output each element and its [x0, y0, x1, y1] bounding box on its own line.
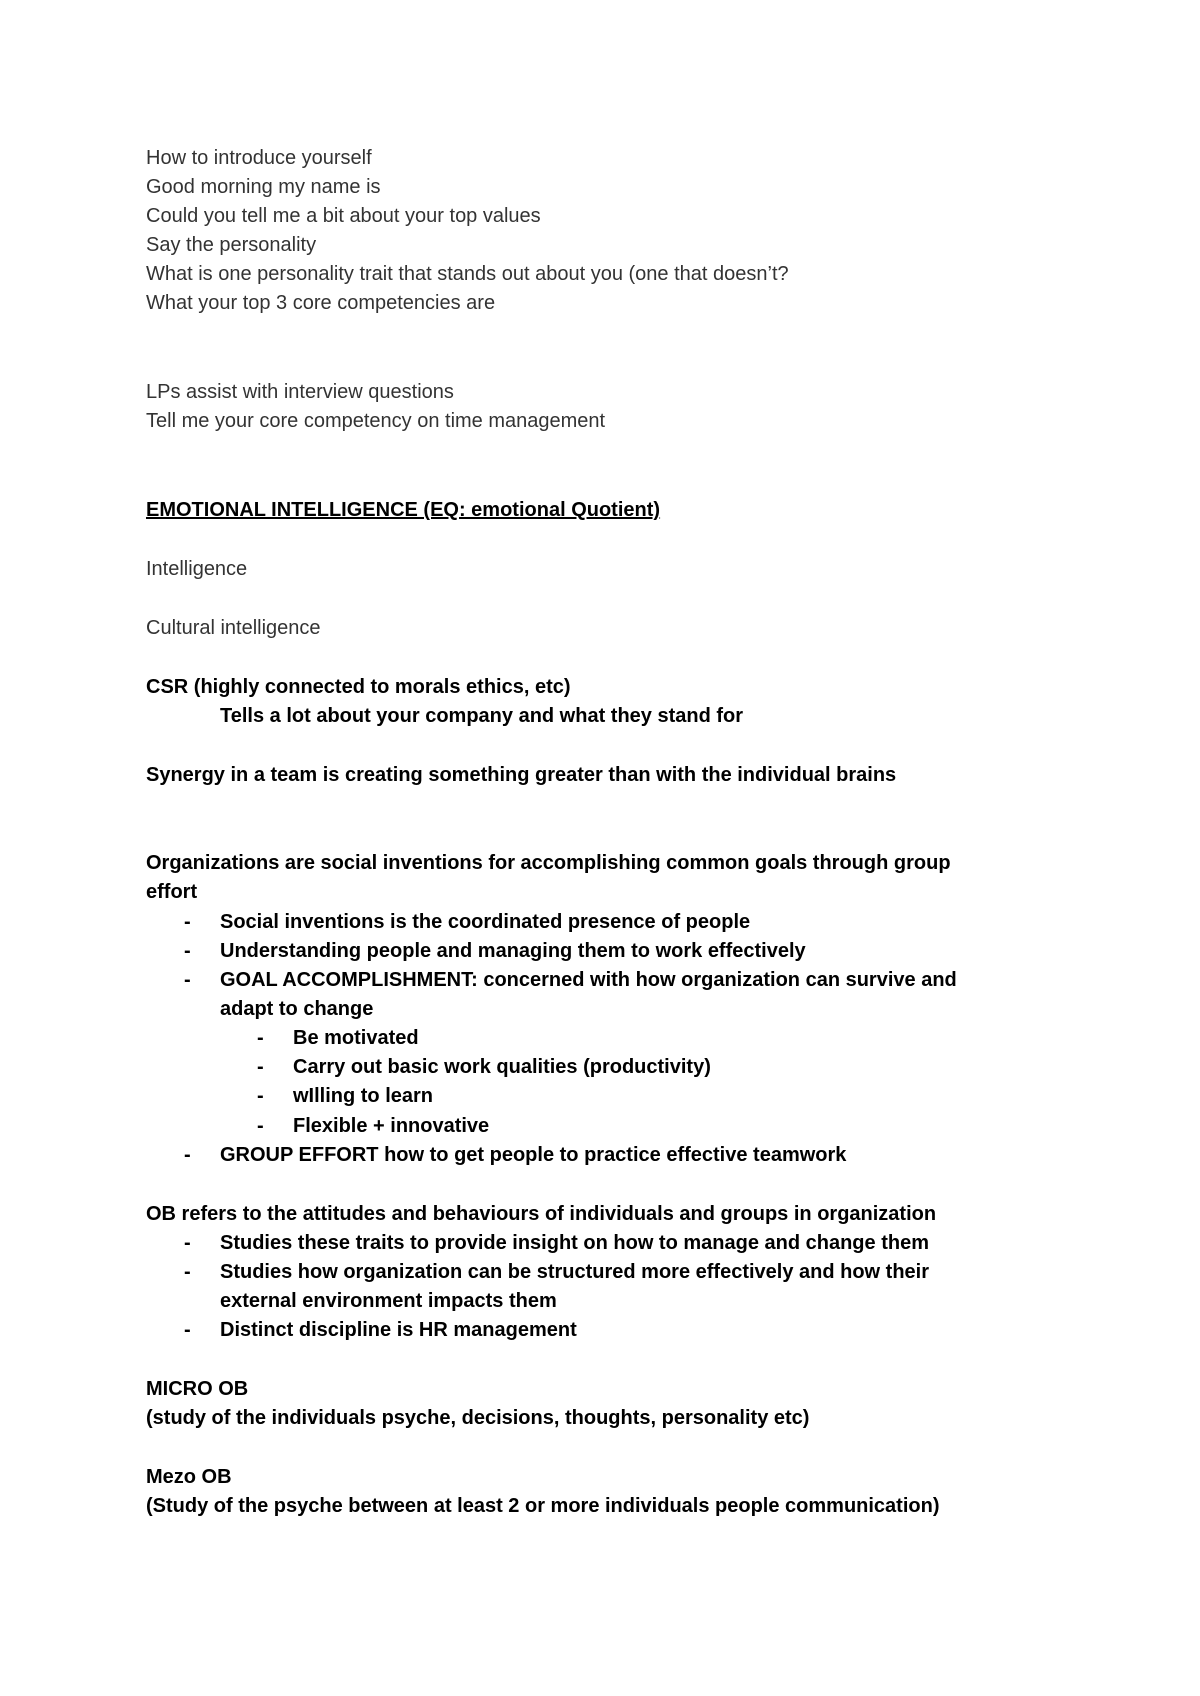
intro-line: Good morning my name is	[146, 176, 381, 198]
organizations-sub-bullet: wIlling to learn	[293, 1085, 434, 1107]
organizations-bullet-cont: adapt to change	[220, 998, 374, 1020]
sub-bullet-dash: -	[257, 1085, 264, 1107]
intro-line: Could you tell me a bit about your top values	[146, 205, 541, 227]
mezo-ob-heading: Mezo OB	[146, 1466, 232, 1488]
sub-bullet-dash: -	[257, 1027, 264, 1049]
bullet-dash: -	[184, 1319, 191, 1341]
micro-ob-desc: (study of the individuals psyche, decisions, thoughts, personality etc)	[146, 1407, 810, 1429]
organizations-heading-cont: effort	[146, 881, 198, 903]
synergy-line: Synergy in a team is creating something greater than with the individual brains	[146, 764, 897, 786]
eq-intelligence: Intelligence	[146, 558, 248, 580]
organizations-sub-bullet: Flexible + innovative	[293, 1115, 490, 1137]
organizations-bullet: Understanding people and managing them to work effectively	[220, 940, 806, 962]
intro-line: How to introduce yourself	[146, 147, 372, 169]
ob-bullet-cont: external environment impacts them	[220, 1290, 557, 1312]
intro-line: Say the personality	[146, 234, 317, 256]
csr-heading: CSR (highly connected to morals ethics, etc)	[146, 676, 571, 698]
bullet-dash: -	[184, 969, 191, 991]
eq-cultural: Cultural intelligence	[146, 617, 321, 639]
organizations-bullet: GOAL ACCOMPLISHMENT: concerned with how organization can survive and	[220, 969, 957, 991]
eq-heading: EMOTIONAL INTELLIGENCE (EQ: emotional Quotient)	[146, 499, 661, 521]
lps-line: Tell me your core competency on time management	[146, 410, 606, 432]
bullet-dash: -	[184, 940, 191, 962]
bullet-dash: -	[184, 1232, 191, 1254]
csr-sub: Tells a lot about your company and what they stand for	[220, 705, 744, 727]
organizations-bullet: GROUP EFFORT how to get people to practice effective teamwork	[220, 1144, 847, 1166]
mezo-ob-desc: (Study of the psyche between at least 2 or more individuals people communication)	[146, 1495, 940, 1517]
intro-line: What your top 3 core competencies are	[146, 292, 496, 314]
sub-bullet-dash: -	[257, 1115, 264, 1137]
ob-bullet: Distinct discipline is HR management	[220, 1319, 577, 1341]
organizations-bullet: Social inventions is the coordinated presence of people	[220, 911, 751, 933]
sub-bullet-dash: -	[257, 1056, 264, 1078]
micro-ob-heading: MICRO OB	[146, 1378, 249, 1400]
ob-heading: OB refers to the attitudes and behaviours of individuals and groups in organization	[146, 1203, 937, 1225]
lps-line: LPs assist with interview questions	[146, 381, 454, 403]
ob-bullet: Studies how organization can be structured more effectively and how their	[220, 1261, 930, 1283]
bullet-dash: -	[184, 1144, 191, 1166]
bullet-dash: -	[184, 1261, 191, 1283]
organizations-sub-bullet: Be motivated	[293, 1027, 419, 1049]
ob-bullet: Studies these traits to provide insight on how to manage and change them	[220, 1232, 929, 1254]
organizations-heading: Organizations are social inventions for accomplishing common goals through group	[146, 852, 951, 874]
bullet-dash: -	[184, 911, 191, 933]
intro-line: What is one personality trait that stands out about you (one that doesn’t?	[146, 263, 789, 285]
organizations-sub-bullet: Carry out basic work qualities (productivity)	[293, 1056, 711, 1078]
